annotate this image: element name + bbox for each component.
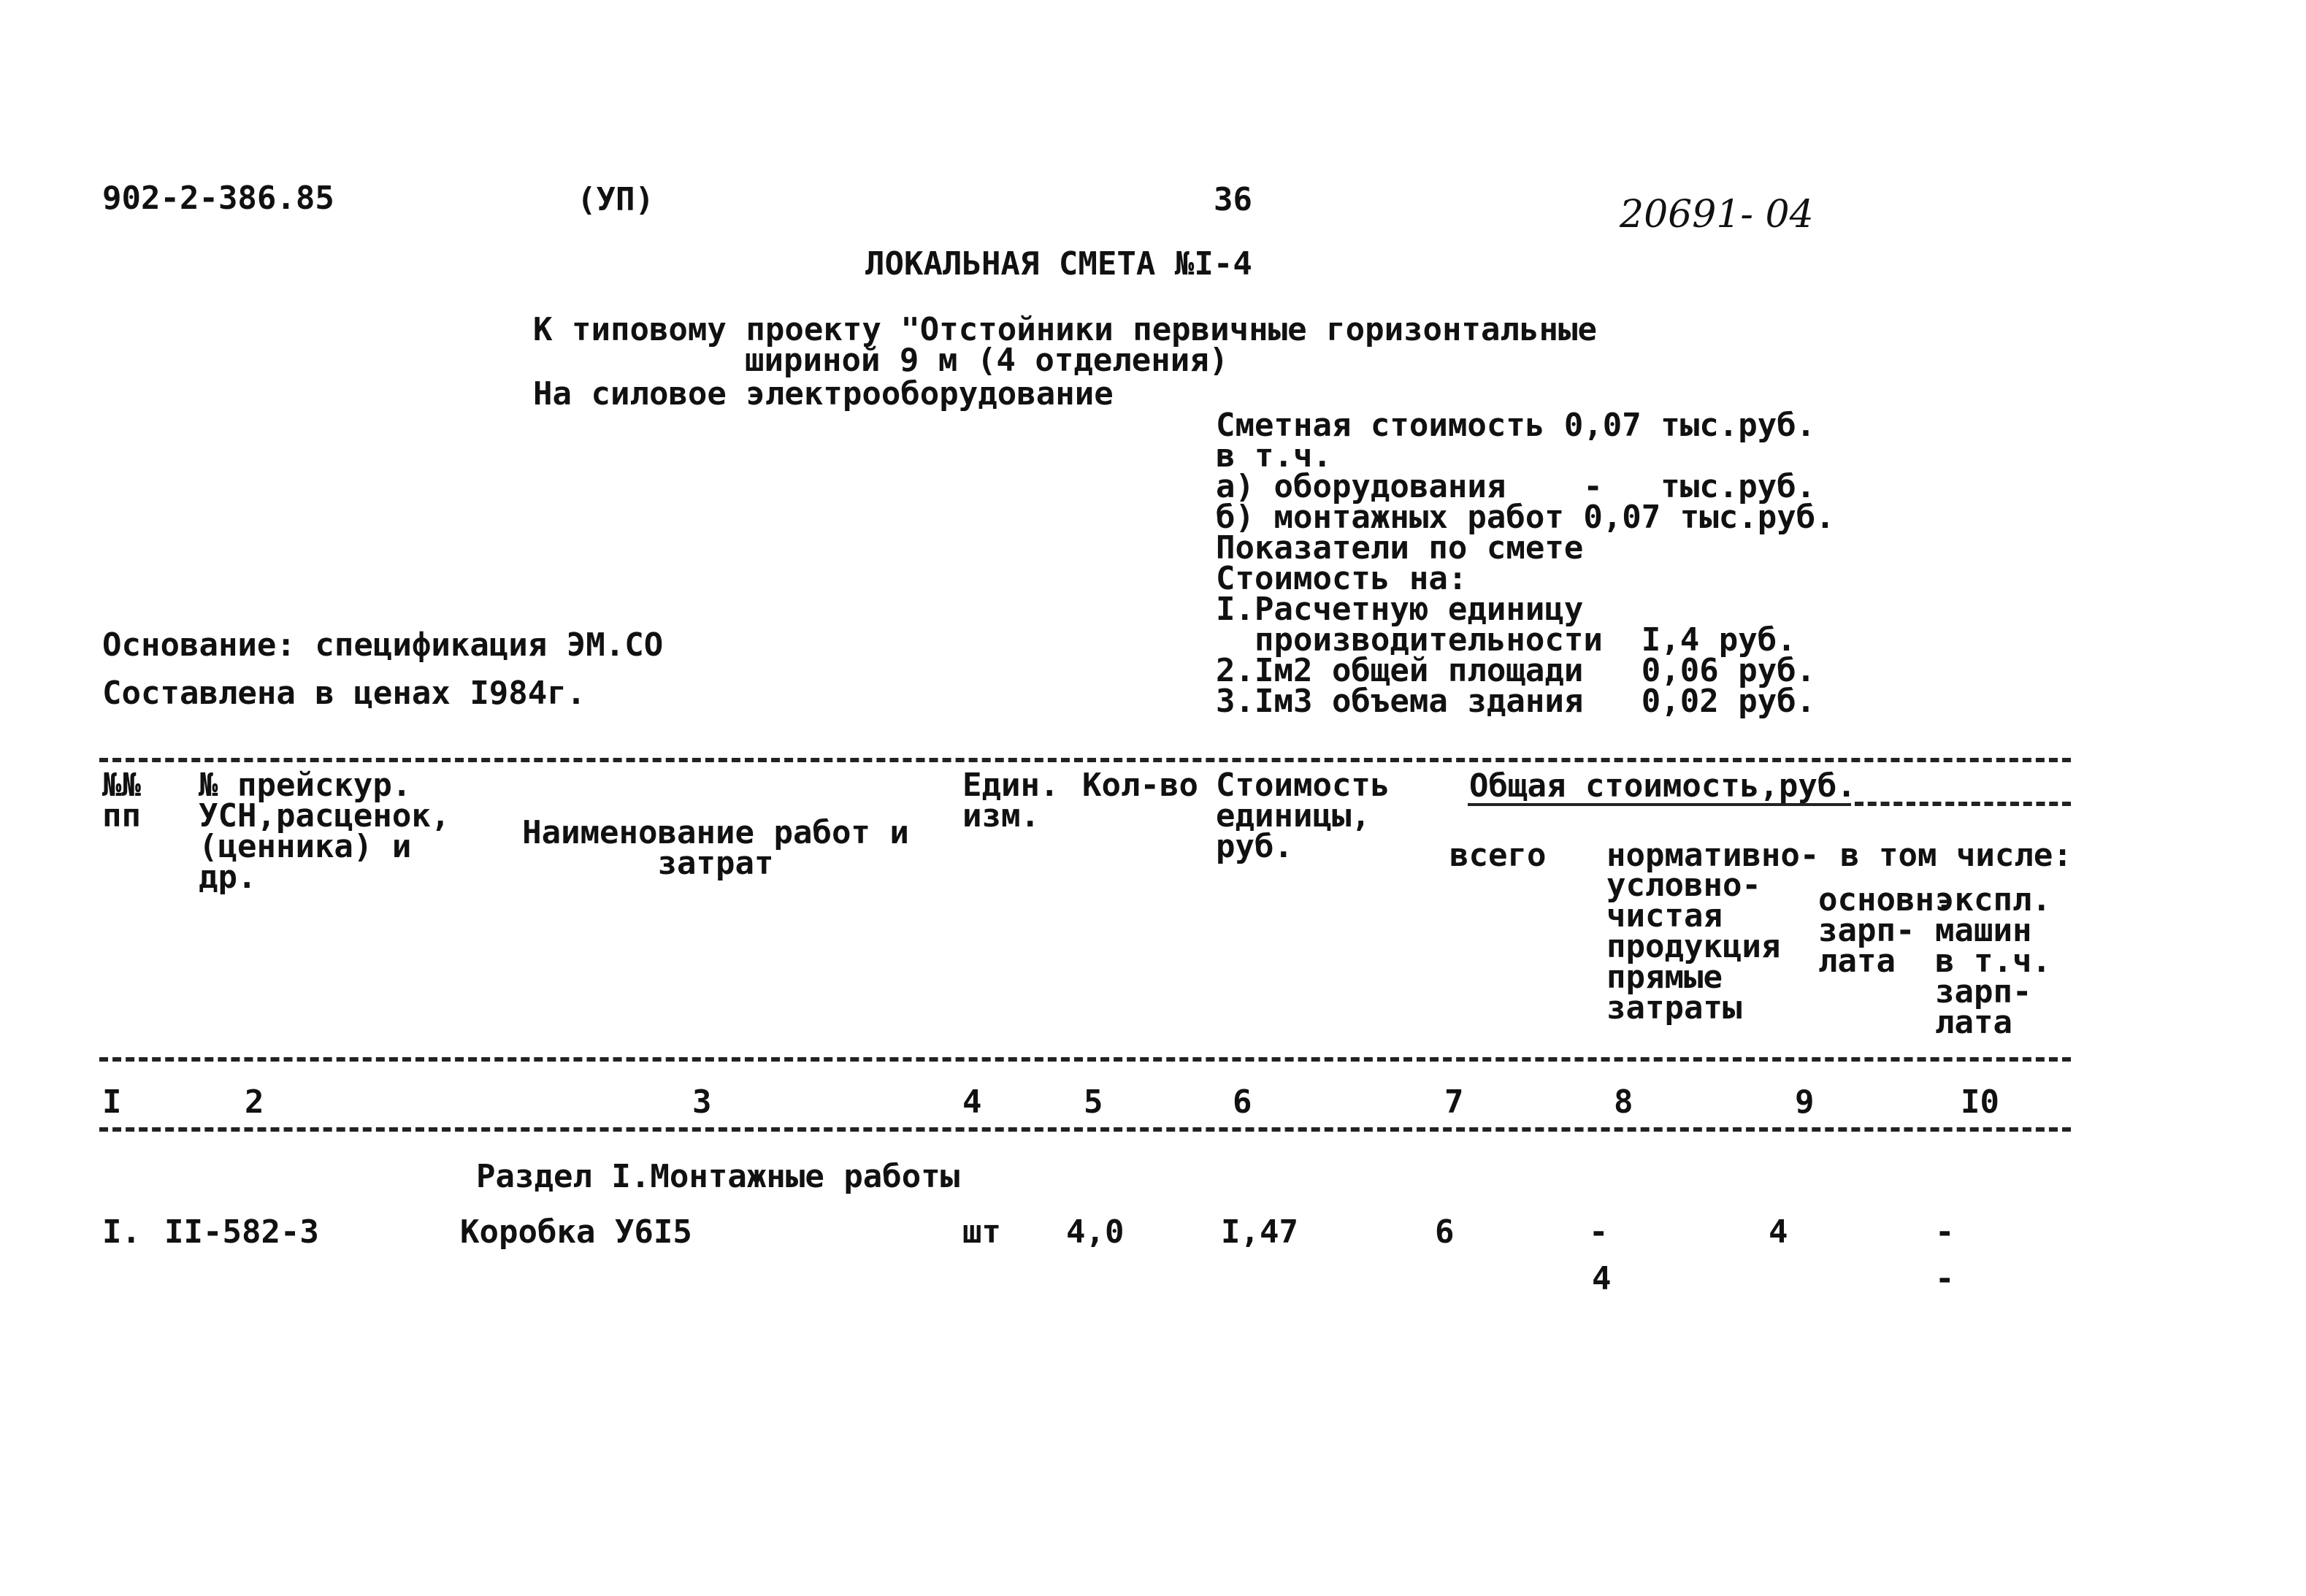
row-machines-top: - bbox=[1935, 1213, 1955, 1251]
row-name: Коробка У6I5 bbox=[460, 1213, 692, 1251]
col-header-norm-top: нормативно- bbox=[1606, 837, 1820, 874]
section-title: Раздел I.Монтажные работы bbox=[476, 1158, 960, 1195]
col-number-3: 3 bbox=[692, 1083, 712, 1121]
column-numbers-rule bbox=[99, 1127, 2071, 1132]
row-number: I. bbox=[102, 1213, 141, 1251]
row-total: 6 bbox=[1435, 1213, 1455, 1251]
col-header-qty: Кол-во bbox=[1082, 767, 1198, 804]
col-number-2: 2 bbox=[245, 1083, 264, 1121]
basis-note: Основание: спецификация ЭМ.СО bbox=[102, 626, 664, 664]
row-norm-top: - bbox=[1589, 1213, 1609, 1251]
col-number-10: I0 bbox=[1961, 1083, 1999, 1121]
cost-line-7: I.Расчетную единицу bbox=[1216, 591, 1584, 628]
page-number: 36 bbox=[1214, 181, 1252, 218]
col-header-norm: условно- чистая продукция прямые затраты bbox=[1606, 867, 1781, 1027]
cost-line-5: Показатели по смете bbox=[1216, 529, 1584, 567]
col-header-including: в том числе: bbox=[1840, 837, 2072, 874]
row-unit: шт bbox=[962, 1213, 1001, 1251]
prices-note: Составлена в ценах I984г. bbox=[102, 675, 586, 712]
group-header-rule bbox=[1855, 802, 2071, 806]
col-number-8: 8 bbox=[1614, 1083, 1633, 1121]
col-header-total: всего bbox=[1449, 837, 1547, 874]
row-machines-bottom: - bbox=[1935, 1260, 1955, 1297]
project-line-1: К типовому проекту "Отстойники первичные горизонтальные bbox=[533, 311, 1597, 348]
row-salary: 4 bbox=[1769, 1213, 1788, 1251]
col-header-name: Наименование работ и затрат bbox=[522, 814, 909, 882]
cost-line-9: 2.Iм2 общей площади 0,06 руб. bbox=[1216, 652, 1816, 689]
col-number-4: 4 bbox=[962, 1083, 982, 1121]
cost-line-6: Стоимость на: bbox=[1216, 560, 1468, 597]
header-top-rule bbox=[99, 758, 2071, 762]
col-header-unit: Един. изм. bbox=[962, 767, 1060, 835]
col-number-6: 6 bbox=[1233, 1083, 1252, 1121]
col-number-5: 5 bbox=[1084, 1083, 1103, 1121]
col-number-1: I bbox=[102, 1083, 122, 1121]
col-header-pricelist: № прейскур. УСН,расценок, (ценника) и др. bbox=[199, 767, 451, 896]
cost-line-8: производительности I,4 руб. bbox=[1216, 621, 1796, 659]
project-line-3: На силовое электрооборудование bbox=[533, 375, 1114, 413]
col-header-unit-cost: Стоимость единицы, руб. bbox=[1216, 767, 1390, 865]
col-header-machines: экспл. машин в т.ч. зарп- лата bbox=[1935, 881, 2051, 1041]
row-norm-bottom: 4 bbox=[1592, 1260, 1612, 1297]
document-code: 902-2-386.85 bbox=[102, 180, 334, 217]
cost-line-4: б) монтажных работ 0,07 тыс.руб. bbox=[1216, 499, 1835, 536]
cost-line-1: Сметная стоимость 0,07 тыс.руб. bbox=[1216, 407, 1816, 444]
col-header-pp: №№ пп bbox=[102, 767, 141, 835]
cost-line-10: 3.Iм3 объема здания 0,02 руб. bbox=[1216, 683, 1816, 720]
col-number-9: 9 bbox=[1795, 1083, 1815, 1121]
handwritten-number: 20691- 04 bbox=[1620, 193, 1814, 237]
section-code: (УП) bbox=[577, 181, 654, 218]
cost-line-2: в т.ч. bbox=[1216, 437, 1332, 475]
col-number-7: 7 bbox=[1444, 1083, 1464, 1121]
row-code: II-582-3 bbox=[164, 1213, 319, 1251]
col-header-total-group: Общая стоимость,руб. bbox=[1469, 767, 1856, 805]
header-bottom-rule bbox=[99, 1057, 2071, 1062]
document-title: ЛОКАЛЬНАЯ СМЕТА №I-4 bbox=[865, 245, 1252, 283]
cost-line-3: а) оборудования - тыс.руб. bbox=[1216, 468, 1816, 505]
col-header-salary: основн. зарп- лата bbox=[1818, 881, 1954, 980]
project-line-2: шириной 9 м (4 отделения) bbox=[745, 342, 1229, 379]
row-qty: 4,0 bbox=[1066, 1213, 1125, 1251]
row-unit-cost: I,47 bbox=[1221, 1213, 1298, 1251]
